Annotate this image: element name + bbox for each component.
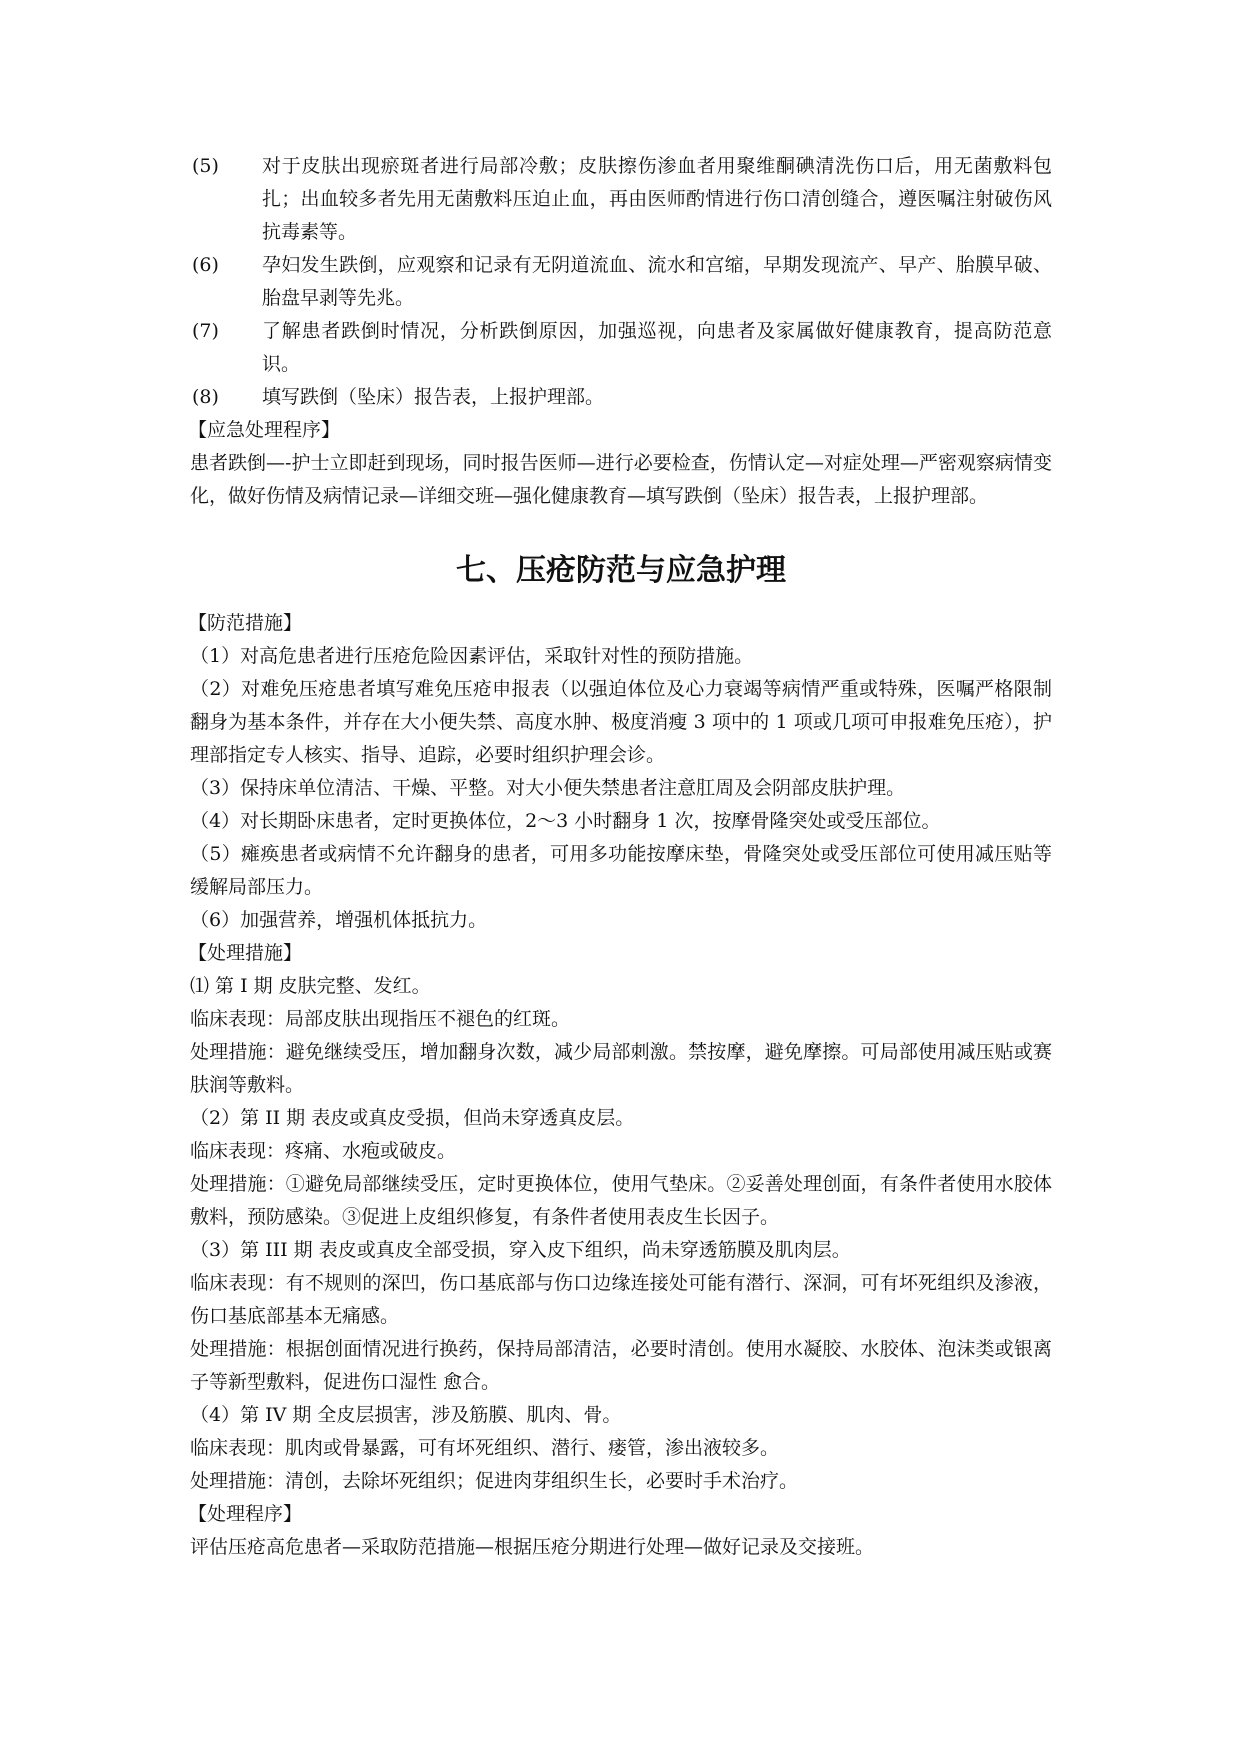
treatment-line: 处理措施：根据创面情况进行换药，保持局部清洁，必要时清创。使用水凝胶、水胶体、泡沫类或银离子等新型敷料，促进伤口湿性 愈合。 <box>190 1338 1052 1393</box>
prevention-item: （1）对高危患者进行压疮危险因素评估，采取针对性的预防措施。 <box>190 645 754 667</box>
treatment-line: （3）第 III 期 表皮或真皮全部受损，穿入皮下组织，尚未穿透筋膜及肌肉层。 <box>190 1239 851 1261</box>
item-number: (5) <box>192 155 219 177</box>
treatment-line: 处理措施：避免继续受压，增加翻身次数，减少局部刺激。禁按摩，避免摩擦。可局部使用减压贴或赛肤润等敷料。 <box>190 1041 1052 1096</box>
item-text: 填写跌倒（坠床）报告表，上报护理部。 <box>262 386 605 408</box>
item-number: (8) <box>192 386 219 408</box>
prevention-item: （4）对长期卧床患者，定时更换体位，2～3 小时翻身 1 次，按摩骨隆突处或受压部位。 <box>190 810 941 832</box>
list-item <box>190 381 1052 414</box>
list-item <box>190 150 1052 249</box>
item-text: 对于皮肤出现瘀斑者进行局部冷敷；皮肤擦伤渗血者用聚维酮碘清洗伤口后，用无菌敷料包扎；出血较多者先用无菌敷料压迫止血，再由医师酌情进行伤口清创缝合，遵医嘱注射破伤风抗毒素等。 <box>262 155 1052 243</box>
prevention-heading: 【防范措施】 <box>188 612 303 634</box>
item-text: 了解患者跌倒时情况，分析跌倒原因，加强巡视，向患者及家属做好健康教育，提高防范意识。 <box>262 320 1052 375</box>
treatment-heading: 【处理措施】 <box>188 942 303 964</box>
emergency-heading: 【应急处理程序】 <box>188 419 341 441</box>
prevention-item: （5）瘫痪患者或病情不允许翻身的患者，可用多功能按摩床垫，骨隆突处或受压部位可使用减压贴等缓解局部压力。 <box>190 843 1052 898</box>
prevention-item: （2）对难免压疮患者填写难免压疮申报表（以强迫体位及心力衰竭等病情严重或特殊，医嘱严格限制翻身为基本条件，并存在大小便失禁、高度水肿、极度消瘦 3 项中的 1 项或几项可申报难免压疮），护理部指定专人核实、指导、追踪，必要时组织护理会诊。 <box>190 678 1052 766</box>
treatment-line: （2）第 II 期 表皮或真皮受损，但尚未穿透真皮层。 <box>190 1107 635 1129</box>
item-text: 孕妇发生跌倒，应观察和记录有无阴道流血、流水和宫缩，早期发现流产、早产、胎膜早破、胎盘早剥等先兆。 <box>262 254 1052 309</box>
prevention-item: （3）保持床单位清洁、干燥、平整。对大小便失禁患者注意肛周及会阴部皮肤护理。 <box>190 777 906 799</box>
item-number: (6) <box>192 254 219 276</box>
treatment-line: 处理措施：①避免局部继续受压，定时更换体位，使用气垫床。②妥善处理创面，有条件者使用水胶体敷料，预防感染。③促进上皮组织修复，有条件者使用表皮生长因子。 <box>190 1173 1052 1228</box>
item-number: (7) <box>192 320 219 342</box>
treatment-line: 临床表现：疼痛、水疱或破皮。 <box>190 1140 457 1162</box>
procedure-text: 评估压疮高危患者—采取防范措施—根据压疮分期进行处理—做好记录及交接班。 <box>190 1536 875 1558</box>
section-title: 七、压疮防范与应急护理 <box>456 553 786 588</box>
treatment-line: 临床表现：局部皮肤出现指压不褪色的红斑。 <box>190 1008 571 1030</box>
treatment-line: 临床表现：肌肉或骨暴露，可有坏死组织、潜行、瘘管，渗出液较多。 <box>190 1437 780 1459</box>
procedure-heading: 【处理程序】 <box>188 1503 303 1525</box>
document-body <box>190 150 1052 1564</box>
list-item <box>190 249 1052 315</box>
treatment-line: 处理措施：清创，去除坏死组织；促进肉芽组织生长，必要时手术治疗。 <box>190 1470 799 1492</box>
emergency-text: 患者跌倒—-护士立即赶到现场，同时报告医师—进行必要检查，伤情认定—对症处理—严密观察病情变化，做好伤情及病情记录—详细交班—强化健康教育—填写跌倒（坠床）报告表，上报护理部。 <box>190 452 1052 507</box>
treatment-line: ⑴ 第 I 期 皮肤完整、发红。 <box>190 975 431 997</box>
prevention-item: （6）加强营养，增强机体抵抗力。 <box>190 909 488 931</box>
treatment-line: 临床表现：有不规则的深凹，伤口基底部与伤口边缘连接处可能有潜行、深洞，可有坏死组织及渗液，伤口基底部基本无痛感。 <box>190 1272 1052 1327</box>
treatment-line: （4）第 IV 期 全皮层损害，涉及筋膜、肌肉、骨。 <box>190 1404 622 1426</box>
list-item <box>190 315 1052 381</box>
